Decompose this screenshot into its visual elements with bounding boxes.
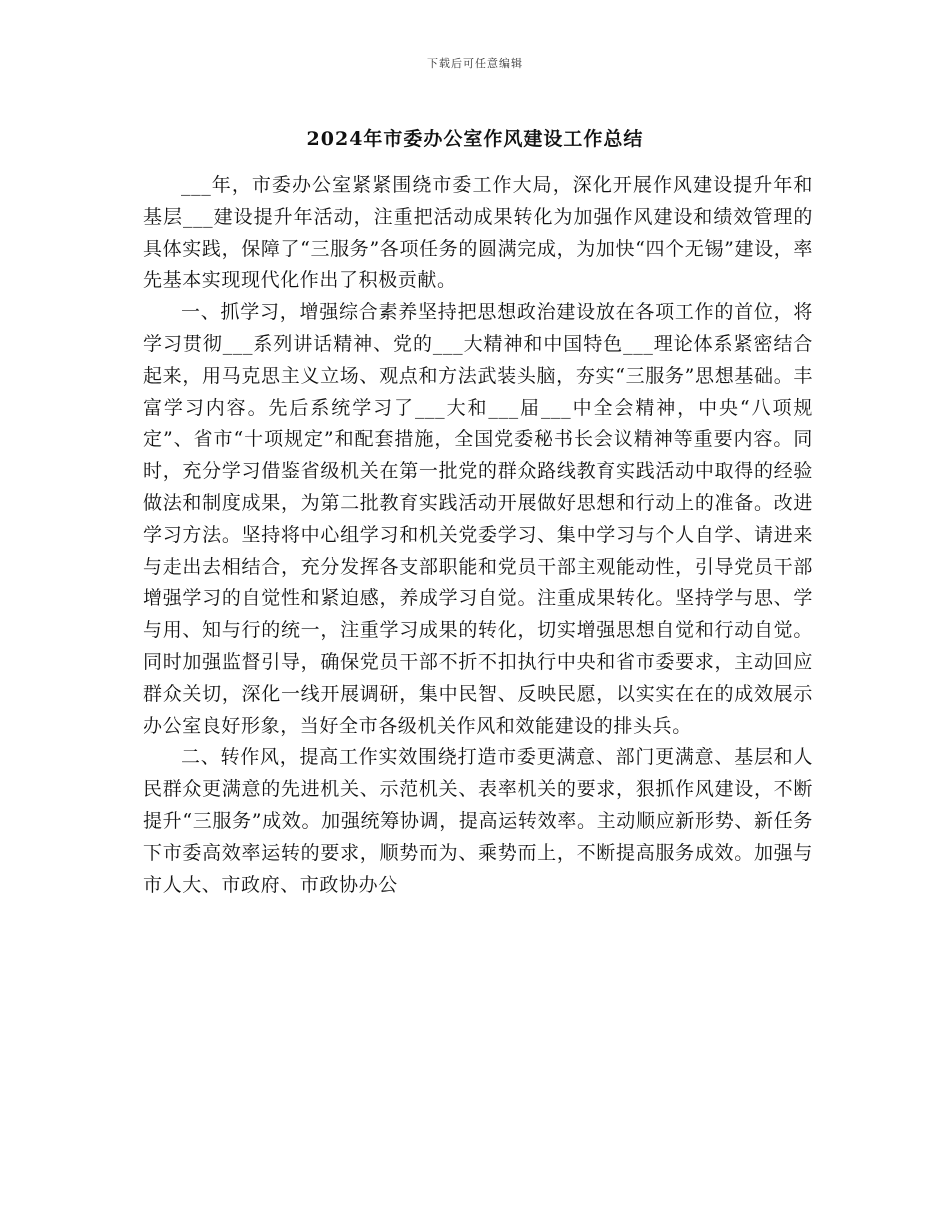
paragraph-intro: ___年，市委办公室紧紧围绕市委工作大局，深化开展作风建设提升年和基层___建设提升年活动，注重把活动成果转化为加强作风建设和绩效管理的具体实践，保障了“三服务”各项任务的圆满完成，为加快“四个无锡”建设，率先基本实现现代化作出了积极贡献。: [143, 174, 813, 292]
paragraph-section-2: 二、转作风，提高工作实效围绕打造市委更满意、部门更满意、基层和人民群众更满意的先进机关、示范机关、表率机关的要求，狠抓作风建设，不断提升“三服务”成效。加强统筹协调，提高运转效率。主动顺应新形势、新任务下市委高效率运转的要求，顺势而为、乘势而上，不断提高服务成效。加强与市人大、市政府、市政协办公: [143, 746, 813, 896]
paragraph-section-1: 一、抓学习，增强综合素养坚持把思想政治建设放在各项工作的首位，将学习贯彻___系列讲话精神、党的___大精神和中国特色___理论体系紧密结合起来，用马克思主义立场、观点和方法武装头脑，夯实“三服务”思想基础。丰富学习内容。先后系统学习了___大和___届___中全会精神，中央“八项规定”、省市“十项规定”和配套措施，全国党委秘书长会议精神等重要内容。同时，充分学习借鉴省级机关在第一批党的群众路线教育实践活动中取得的经验做法和制度成果，为第二批教育实践活动开展做好思想和行动上的准备。改进学习方法。坚持将中心组学习和机关党委学习、集中学习与个人自学、请进来与走出去相结合，充分发挥各支部职能和党员干部主观能动性，引导党员干部增强学习的自觉性和紧迫感，养成学习自觉。注重成果转化。坚持学与思、学与用、知与行的统一，注重学习成果的转化，切实增强思想自觉和行动自觉。同时加强监督引导，确保党员干部不折不扣执行中央和省市委要求，主动回应群众关切，深化一线开展调研，集中民智、反映民愿，以实实在在的成效展示办公室良好形象，当好全市各级机关作风和效能建设的排头兵。: [143, 301, 813, 737]
header-note: 下载后可任意编辑: [427, 57, 523, 70]
document-title: 2024年市委办公室作风建设工作总结: [306, 128, 644, 150]
document-body: [143, 170, 813, 901]
